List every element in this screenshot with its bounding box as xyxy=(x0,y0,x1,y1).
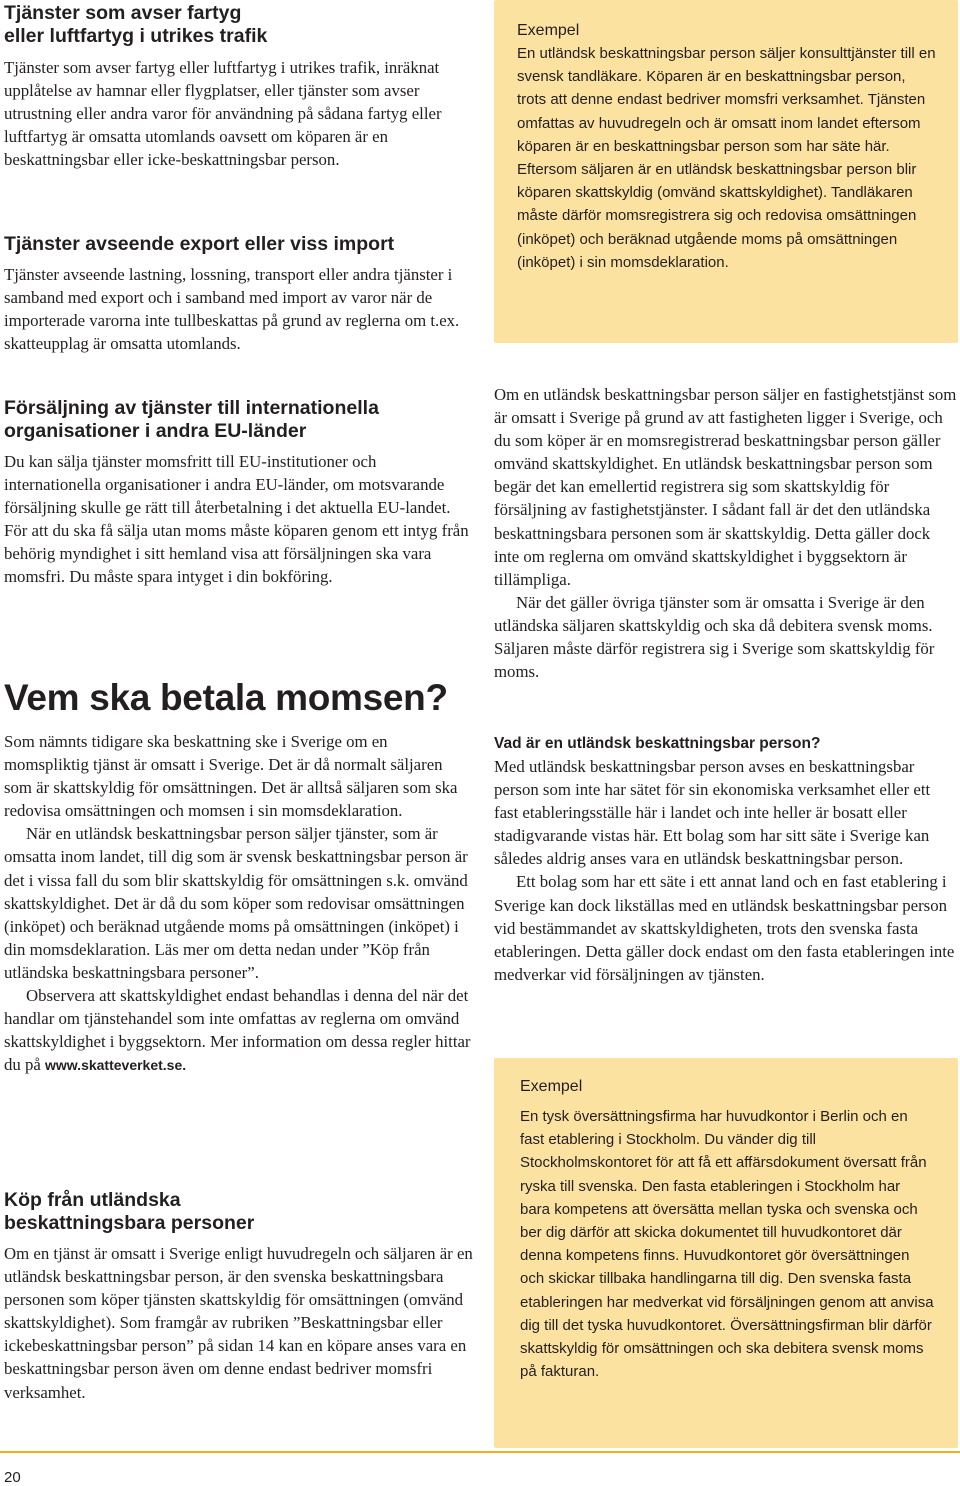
section-heading xyxy=(4,2,474,48)
paragraph: Tjänster avseende lastning, lossning, transport eller andra tjänster i samband med export och i samband med import av varor när de importerade varorna inte tullbeskattas på grund av reglerna om t.ex. skatteupplag är omsatta utomlands. xyxy=(4,265,460,354)
example-title: Exempel xyxy=(520,1078,583,1095)
section-heading xyxy=(4,1189,474,1235)
section-who-pays xyxy=(4,676,474,1077)
paragraph xyxy=(4,984,474,1077)
section-heading xyxy=(4,397,474,443)
paragraph: När en utländsk beskattningsbar person säljer tjänster, som är omsatta inom landet, till dig som är svensk beskattningsbar person är det i vissa fall du som blir skattskyldig för omsättningen s.k. omvänd skattskyldighet. Det är då du som köper som redovisar omsättningen (inköpet) och beräknad utgående moms på omsättningen (inköpet) i din momsdeklaration. Läs mer om detta nedan under ”Köp från utländska beskattningsbara personer”. xyxy=(4,824,468,982)
paragraph: Du kan sälja tjänster momsfritt till EU-institutioner och internationella organisationer i andra EU-länder, om motsvarande försäljning skulle ge rätt till återbetalning i det aktuella EU-landet. För att du ska få sälja utan moms måste köparen genom ett intyg från behörig myndighet i sitt hemland visa att försäljningen ska vara momsfri. Du måste spara intyget i din bokföring. xyxy=(4,452,469,587)
heading-line: Köp från utländska xyxy=(4,1189,181,1211)
page-number: 20 xyxy=(4,1469,21,1486)
example-box-translation xyxy=(494,1058,958,1448)
subheading: Vad är en utländsk beskattningsbar person? xyxy=(494,735,821,752)
heading-line: Tjänster som avser fartyg xyxy=(4,2,242,24)
example-box-dentist xyxy=(494,0,958,343)
section-export-import xyxy=(4,233,474,355)
paragraph: Som nämnts tidigare ska beskattning ske i Sverige om en momspliktig tjänst är omsatt i Sverige. Det är då normalt säljaren som är skattskyldig för omsättningen. Det är alltså säljaren som ska redovisa omsättningen och momsen i sin momsdeklaration. xyxy=(4,732,458,821)
paragraph-text: Observera att skattskyldighet endast behandlas i denna del när det handlar om tjänstehandel som inte omfattas av reglerna om omvänd skattskyldighet i byggsektorn. Mer information om dessa regler hittar du på xyxy=(4,986,471,1075)
paragraph: Om en utländsk beskattningsbar person säljer en fastighetstjänst som är omsatt i Sverige på grund av att fastigheten ligger i Sverige, och du som köper är en momsregistrerad beskattningsbar person gäller omvänd skattskyldighet. En utländsk beskattningsbar person som begär det kan emellertid registrera sig som skattskyldig för försäljning av fastighetstjänster. I sådant fall är det den utländska beskattningsbara personen som är skattskyldig. Detta gäller dock inte om reglerna om omvänd skattskyldighet i byggsektorn är tillämpliga. xyxy=(494,385,957,589)
paragraph: Ett bolag som har ett säte i ett annat land och en fast etablering i Sverige kan dock likställas med en utländsk beskattningsbar person vid bestämmandet av skattskyldigheten, trots den svenska fasta etableringen. Detta gäller dock endast om den fasta etableringen inte medverkar vid försäljningen av tjänsten. xyxy=(494,872,955,984)
example-text: En utländsk beskattningsbar person säljer konsulttjänster till en svensk tandläkare. Köparen är en beskattningsbar person, trots att denne endast bedriver momsfri verksamhet. Tjänsten omfattas av huvudregeln och är omsatt inom landet eftersom köparen är en beskattningsbar person som har säte här. Eftersom säljaren är en utländsk beskattningsbar person blir köparen skattskyldig (omvänd skattskyldighet). Tandläkaren måste därför momsregistrera sig och redovisa omsättningen (inköpet) och beräknad utgående moms på omsättningen (inköpet) i sin momsdeklaration. xyxy=(517,45,936,271)
skatteverket-link[interactable]: www.skatteverket.se. xyxy=(45,1057,187,1074)
section-foreign-purchases xyxy=(4,1189,474,1404)
paragraph: Tjänster som avser fartyg eller luftfartyg i utrikes trafik, inräknat upplåtelse av hamnar eller flygplatser, eller tjänster som avser utrustning eller andra varor för användning på sådana fartyg eller luftfartyg är omsatta utomlands oavsett om köparen är en beskattningsbar eller icke-beskattningsbar person. xyxy=(4,58,442,170)
example-text: En tysk översättningsfirma har huvudkontor i Berlin och en fast etablering i Stockholm. Du vänder dig till Stockholmskontoret för att få ett affärsdokument översatt från ryska till svenska. Den fasta etableringen i Stockholm har bara kompetens att översätta mellan tyska och svenska och ber dig därför att skicka dokumentet till huvudkontoret där denna kompetens finns. Huvudkontoret gör översättningen och skickar tillbaka handlingarna till dig. Den svenska fasta etableringen har medverkat vid försäljningen genom att anvisa dig till det tyska huvudkontoret. Översättningsfirman blir därför skattskyldig för omsättningen och ska debitera svensk moms på fakturan. xyxy=(520,1108,934,1381)
section-international-orgs xyxy=(4,397,474,589)
section-foreign-taxable-person xyxy=(494,733,958,986)
main-heading: Vem ska betala momsen? xyxy=(4,677,448,718)
heading-line: organisationer i andra EU-länder xyxy=(4,420,307,442)
footer-rule xyxy=(0,1451,960,1453)
paragraph: Om en tjänst är omsatt i Sverige enligt huvudregeln och säljaren är en utländsk beskattningsbar person, är den svenska beskattningsbara personen som köper tjänsten skattskyldig för omsättningen (omvänd skattskyldighet). Som framgår av rubriken ”Beskattningsbar eller ickebeskattningsbar person” på sidan 14 kan en köpare anses vara en beskattningsbar person även om denne endast bedriver momsfri verksamhet. xyxy=(4,1244,473,1402)
section-ships-aircraft xyxy=(4,2,474,171)
paragraph: När det gäller övriga tjänster som är omsatta i Sverige är den utländska säljaren skattskyldig och ska då debitera svensk moms. Säljaren måste därför registrera sig i Sverige som skattskyldig för moms. xyxy=(494,592,935,682)
heading-line: Försäljning av tjänster till internationella xyxy=(4,397,379,419)
heading-line: beskattningsbara personer xyxy=(4,1212,255,1234)
example-title: Exempel xyxy=(517,22,580,39)
section-property-services xyxy=(494,383,958,683)
section-heading: Tjänster avseende export eller viss import xyxy=(4,233,395,255)
paragraph: Med utländsk beskattningsbar person avses en beskattningsbar person som inte har sätet för sin ekonomiska verksamhet eller ett fast etableringsställe här i landet och inte heller är bosatt eller stadigvarande vistas här. Ett bolag som har sitt säte i Sverige kan således aldrig anses vara en utländsk beskattningsbar person. xyxy=(494,757,931,869)
heading-line: eller luftfartyg i utrikes trafik xyxy=(4,25,268,47)
